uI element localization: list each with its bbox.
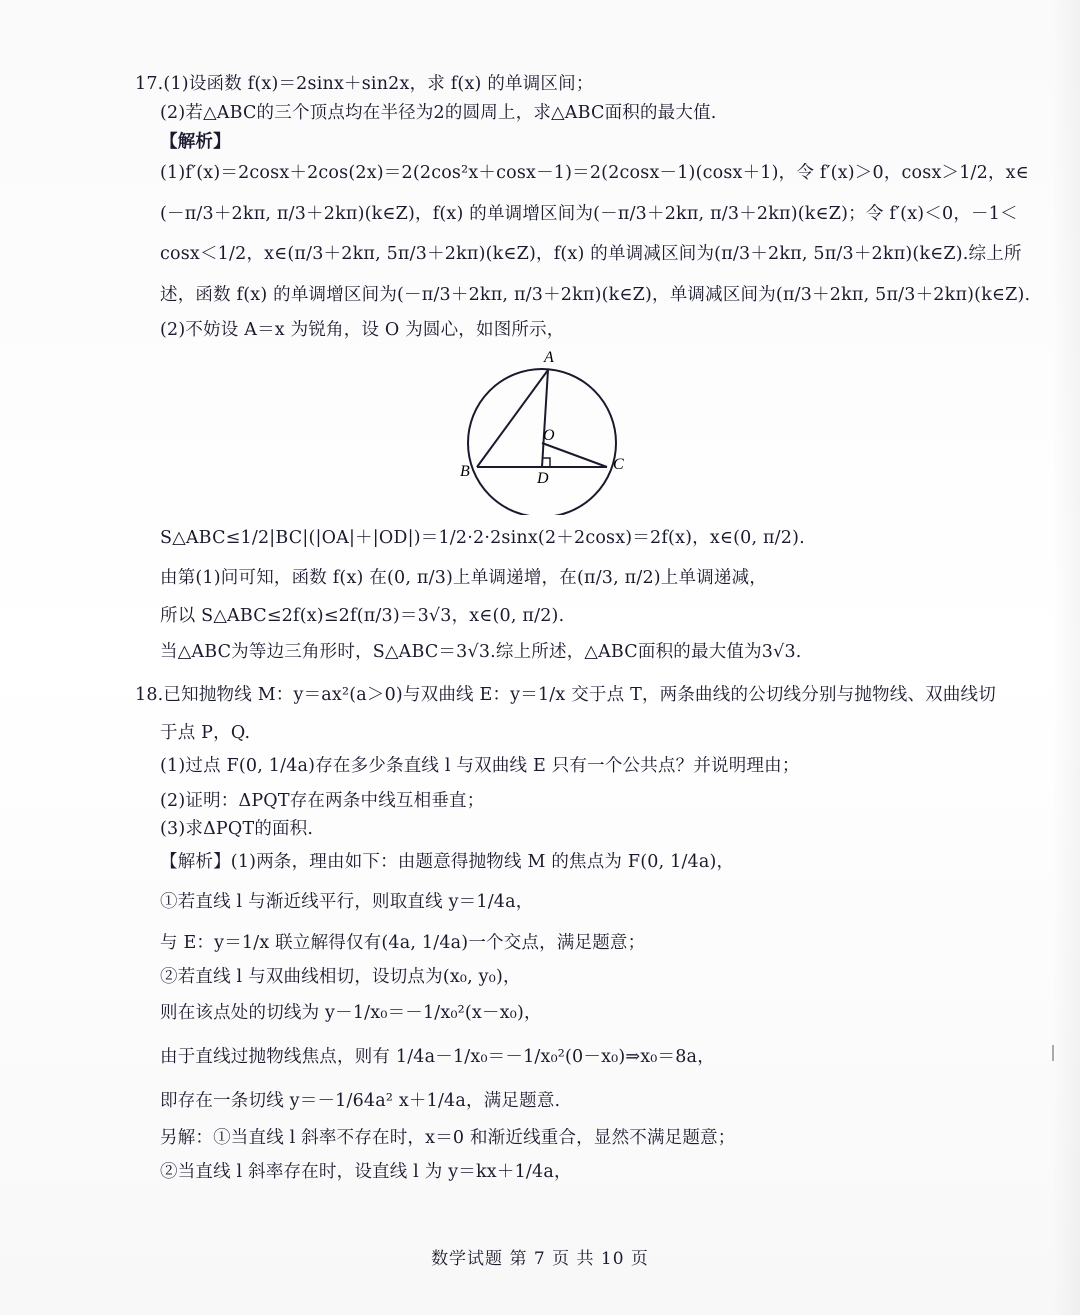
q17-solution-line-3: cosx＜1/2，x∈(π/3＋2kπ, 5π/3＋2kπ)(k∈Z)，f(x) 的单调减区间为(π/3＋2kπ, 5π/3＋2kπ)(k∈Z).综上所 [160,244,1022,264]
q17-monotonic-note: 由第(1)问可知，函数 f(x) 在(0, π/3)上单调递增，在(π/3, π/2)上单调递减， [160,568,768,588]
q17-solution-heading: 【解析】 [160,132,231,152]
q18-alt-solution-1: 另解：①当直线 l 斜率不存在时，x＝0 和渐近线重合，显然不满足题意； [160,1128,736,1148]
q18-part2: (2)证明：ΔPQT存在两条中线互相垂直； [160,791,485,811]
q17-part1: 17.(1)设函数 f(x)＝2sinx＋sin2x，求 f(x) 的单调区间； [135,74,594,94]
q17-solution-line-4: 述，函数 f(x) 的单调增区间为(－π/3＋2kπ, π/3＋2kπ)(k∈Z)，单调减区间为(π/3＋2kπ, 5π/3＋2kπ)(k∈Z). [160,285,1031,305]
q18-solution-line-3: 与 E：y＝1/x 联立解得仅有(4a, 1/4a)一个交点，满足题意； [160,933,646,953]
label-A: A [544,349,554,366]
segment-OC [542,443,607,467]
q18-solution-line-5: 则在该点处的切线为 y－1/x₀＝－1/x₀²(x－x₀)， [160,1003,542,1023]
segment-AD [542,370,548,467]
page-edge-shadow [1052,0,1080,1315]
q17-solution-line-5: (2)不妨设 A＝x 为锐角，设 O 为圆心，如图所示， [160,320,565,340]
side-AB [477,370,548,467]
q18-alt-solution-2: ②当直线 l 斜率存在时，设直线 l 为 y＝kx＋1/4a， [160,1162,572,1182]
page-footer: 数学试题 第 7 页 共 10 页 [431,1249,649,1269]
q17-conclusion: 当△ABC为等边三角形时，S△ABC＝3√3.综上所述，△ABC面积的最大值为3√3. [160,642,802,662]
q18-solution-line-1: 【解析】(1)两条，理由如下：由题意得抛物线 M 的焦点为 F(0, 1/4a)， [160,852,735,872]
q18-stem-line-1: 18.已知抛物线 M：y＝ax²(a＞0)与双曲线 E：y＝1/x 交于点 T，两条曲线的公切线分别与抛物线、双曲线切 [135,685,996,705]
q18-solution-line-7: 即存在一条切线 y＝－1/64a² x＋1/4a，满足题意. [160,1091,561,1111]
label-B: B [460,463,470,480]
q18-part3: (3)求ΔPQT的面积. [160,819,314,839]
q18-solution-line-6: 由于直线过抛物线焦点，则有 1/4a－1/x₀＝－1/x₀²(0－x₀)⇒x₀＝8a， [160,1047,715,1067]
label-C: C [613,456,624,473]
circumcircle [468,369,616,515]
q18-solution-line-4: ②若直线 l 与双曲线相切，设切点为(x₀, y₀)， [160,967,521,987]
q17-part2: (2)若△ABC的三个顶点均在半径为2的圆周上，求△ABC面积的最大值. [160,103,717,123]
q17-solution-line-1: (1)f′(x)＝2cosx＋2cos(2x)＝2(2cos²x＋cosx－1)＝2(2cosx－1)(cosx＋1)，令 f′(x)＞0，cosx＞1/2，x∈ [160,163,1029,183]
scan-artifact [1052,1045,1054,1061]
q18-part1: (1)过点 F(0, 1/4a)存在多少条直线 l 与双曲线 E 只有一个公共点？并说明理由； [160,756,800,776]
q17-solution-line-2: (－π/3＋2kπ, π/3＋2kπ)(k∈Z)，f(x) 的单调增区间为(－π/3＋2kπ, π/3＋2kπ)(k∈Z)；令 f′(x)＜0，－1＜ [160,204,1018,224]
q17-area-max: 所以 S△ABC≤2f(x)≤2f(π/3)＝3√3，x∈(0, π/2). [160,606,565,626]
q18-solution-line-2: ①若直线 l 与渐近线平行，则取直线 y＝1/4a， [160,892,534,912]
circle-triangle-figure [455,345,645,515]
label-O: O [543,427,555,444]
q17-area-bound: S△ABC≤1/2|BC|(|OA|＋|OD|)＝1/2·2·2sinx(2＋2cosx)＝2f(x)，x∈(0, π/2). [160,528,805,548]
q18-stem-line-2: 于点 P，Q. [160,723,251,743]
label-D: D [537,470,549,487]
